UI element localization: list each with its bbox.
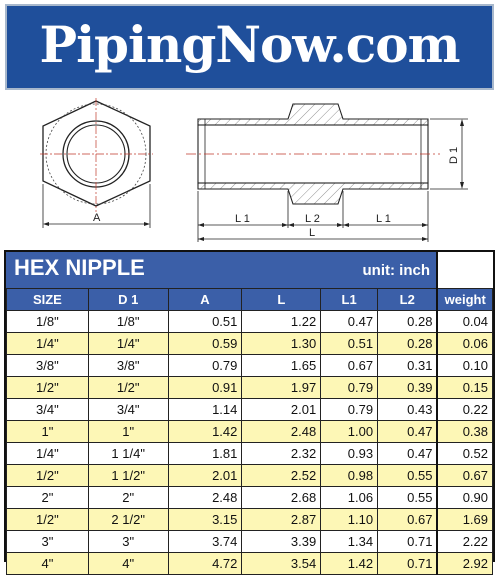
table-cell: 0.38 xyxy=(437,421,492,443)
table-cell: 0.39 xyxy=(378,377,438,399)
table-cell: 1.81 xyxy=(168,443,242,465)
table-cell: 1/2" xyxy=(7,377,89,399)
table-cell: 1" xyxy=(7,421,89,443)
column-header: L1 xyxy=(321,289,378,311)
table-cell: 0.71 xyxy=(378,531,438,553)
table-row xyxy=(7,553,493,575)
table-cell: 1/2" xyxy=(7,465,89,487)
column-header: SIZE xyxy=(7,289,89,311)
table-cell: 0.79 xyxy=(168,355,242,377)
table-cell: 1.14 xyxy=(168,399,242,421)
table-cell: 3/8" xyxy=(7,355,89,377)
table-title: HEX NIPPLE xyxy=(14,255,145,280)
table-cell: 3" xyxy=(88,531,168,553)
dim-label-l: L xyxy=(309,227,316,239)
column-header: L xyxy=(242,289,321,311)
table-cell: 0.91 xyxy=(168,377,242,399)
table-cell: 1.00 xyxy=(321,421,378,443)
table-cell: 1.10 xyxy=(321,509,378,531)
table-cell: 4" xyxy=(7,553,89,575)
table-cell: 1.69 xyxy=(437,509,492,531)
table-cell: 0.31 xyxy=(378,355,438,377)
hex-nipple-table xyxy=(4,250,495,571)
table-row xyxy=(7,443,493,465)
table-cell: 1.42 xyxy=(321,553,378,575)
dim-label-l1-left: L 1 xyxy=(235,213,250,225)
table-cell: 0.22 xyxy=(437,399,492,421)
table-row xyxy=(7,509,493,531)
table-body xyxy=(7,311,493,575)
table-cell: 0.43 xyxy=(378,399,438,421)
table-cell: 0.71 xyxy=(378,553,438,575)
table-cell: 1.06 xyxy=(321,487,378,509)
column-header: weight xyxy=(437,289,492,311)
table-cell: 2.01 xyxy=(168,465,242,487)
dim-label-a: A xyxy=(93,212,101,224)
table-unit: unit: inch xyxy=(362,262,430,279)
side-view xyxy=(186,104,468,242)
table-cell: 0.59 xyxy=(168,333,242,355)
table-cell: 1" xyxy=(88,421,168,443)
table-cell: 0.28 xyxy=(378,311,438,333)
table-cell: 1 1/4" xyxy=(88,443,168,465)
dim-label-l1-right: L 1 xyxy=(376,213,391,225)
table-cell: 0.93 xyxy=(321,443,378,465)
table-cell: 1/4" xyxy=(7,333,89,355)
table-cell: 1.65 xyxy=(242,355,321,377)
table-cell: 0.90 xyxy=(437,487,492,509)
table-cell: 4" xyxy=(88,553,168,575)
table-row xyxy=(7,421,493,443)
table-row xyxy=(7,531,493,553)
table-cell: 1.30 xyxy=(242,333,321,355)
table-cell: 0.51 xyxy=(321,333,378,355)
table-cell: 3/4" xyxy=(7,399,89,421)
dimension-table xyxy=(6,288,493,575)
table-cell: 2.48 xyxy=(168,487,242,509)
table-cell: 1.22 xyxy=(242,311,321,333)
table-cell: 3.39 xyxy=(242,531,321,553)
table-cell: 1/4" xyxy=(7,443,89,465)
table-cell: 0.10 xyxy=(437,355,492,377)
table-row xyxy=(7,465,493,487)
table-cell: 3" xyxy=(7,531,89,553)
table-cell: 2.87 xyxy=(242,509,321,531)
hex-nipple-drawing xyxy=(0,92,500,248)
table-header-row xyxy=(7,289,493,311)
table-cell: 3/4" xyxy=(88,399,168,421)
table-row xyxy=(7,399,493,421)
table-cell: 0.15 xyxy=(437,377,492,399)
table-cell: 3/8" xyxy=(88,355,168,377)
table-cell: 3.74 xyxy=(168,531,242,553)
table-cell: 3.54 xyxy=(242,553,321,575)
table-row xyxy=(7,333,493,355)
dim-label-d1: D 1 xyxy=(448,146,460,164)
table-cell: 1/4" xyxy=(88,333,168,355)
table-cell: 0.47 xyxy=(321,311,378,333)
table-cell: 0.47 xyxy=(378,443,438,465)
table-cell: 0.67 xyxy=(378,509,438,531)
table-cell: 4.72 xyxy=(168,553,242,575)
table-cell: 3.15 xyxy=(168,509,242,531)
column-header: D 1 xyxy=(88,289,168,311)
table-cell: 0.98 xyxy=(321,465,378,487)
table-cell: 2.01 xyxy=(242,399,321,421)
table-cell: 1.34 xyxy=(321,531,378,553)
table-cell: 2 1/2" xyxy=(88,509,168,531)
column-header: A xyxy=(168,289,242,311)
end-view xyxy=(40,98,153,228)
table-cell: 0.79 xyxy=(321,377,378,399)
table-cell: 0.04 xyxy=(437,311,492,333)
table-cell: 1/8" xyxy=(88,311,168,333)
column-header: L2 xyxy=(378,289,438,311)
table-cell: 1.97 xyxy=(242,377,321,399)
table-row xyxy=(7,311,493,333)
table-title-bar xyxy=(6,252,438,288)
table-cell: 2.22 xyxy=(437,531,492,553)
table-row xyxy=(7,377,493,399)
table-row xyxy=(7,355,493,377)
table-cell: 0.06 xyxy=(437,333,492,355)
logo-text: PipingNow.com xyxy=(39,15,460,74)
logo-banner xyxy=(5,4,494,90)
table-cell: 2.52 xyxy=(242,465,321,487)
table-cell: 2.68 xyxy=(242,487,321,509)
table-cell: 2.92 xyxy=(437,553,492,575)
table-cell: 1/2" xyxy=(7,509,89,531)
table-cell: 1.42 xyxy=(168,421,242,443)
table-cell: 0.51 xyxy=(168,311,242,333)
table-cell: 2.32 xyxy=(242,443,321,465)
table-cell: 0.28 xyxy=(378,333,438,355)
table-cell: 1 1/2" xyxy=(88,465,168,487)
table-cell: 1/2" xyxy=(88,377,168,399)
title-gap xyxy=(438,252,493,288)
table-cell: 0.79 xyxy=(321,399,378,421)
table-cell: 0.52 xyxy=(437,443,492,465)
table-cell: 0.67 xyxy=(437,465,492,487)
table-cell: 2" xyxy=(88,487,168,509)
table-cell: 0.47 xyxy=(378,421,438,443)
table-cell: 0.67 xyxy=(321,355,378,377)
table-cell: 0.55 xyxy=(378,465,438,487)
table-cell: 2.48 xyxy=(242,421,321,443)
table-row xyxy=(7,487,493,509)
dim-label-l2: L 2 xyxy=(305,213,320,225)
table-cell: 2" xyxy=(7,487,89,509)
table-cell: 1/8" xyxy=(7,311,89,333)
table-cell: 0.55 xyxy=(378,487,438,509)
